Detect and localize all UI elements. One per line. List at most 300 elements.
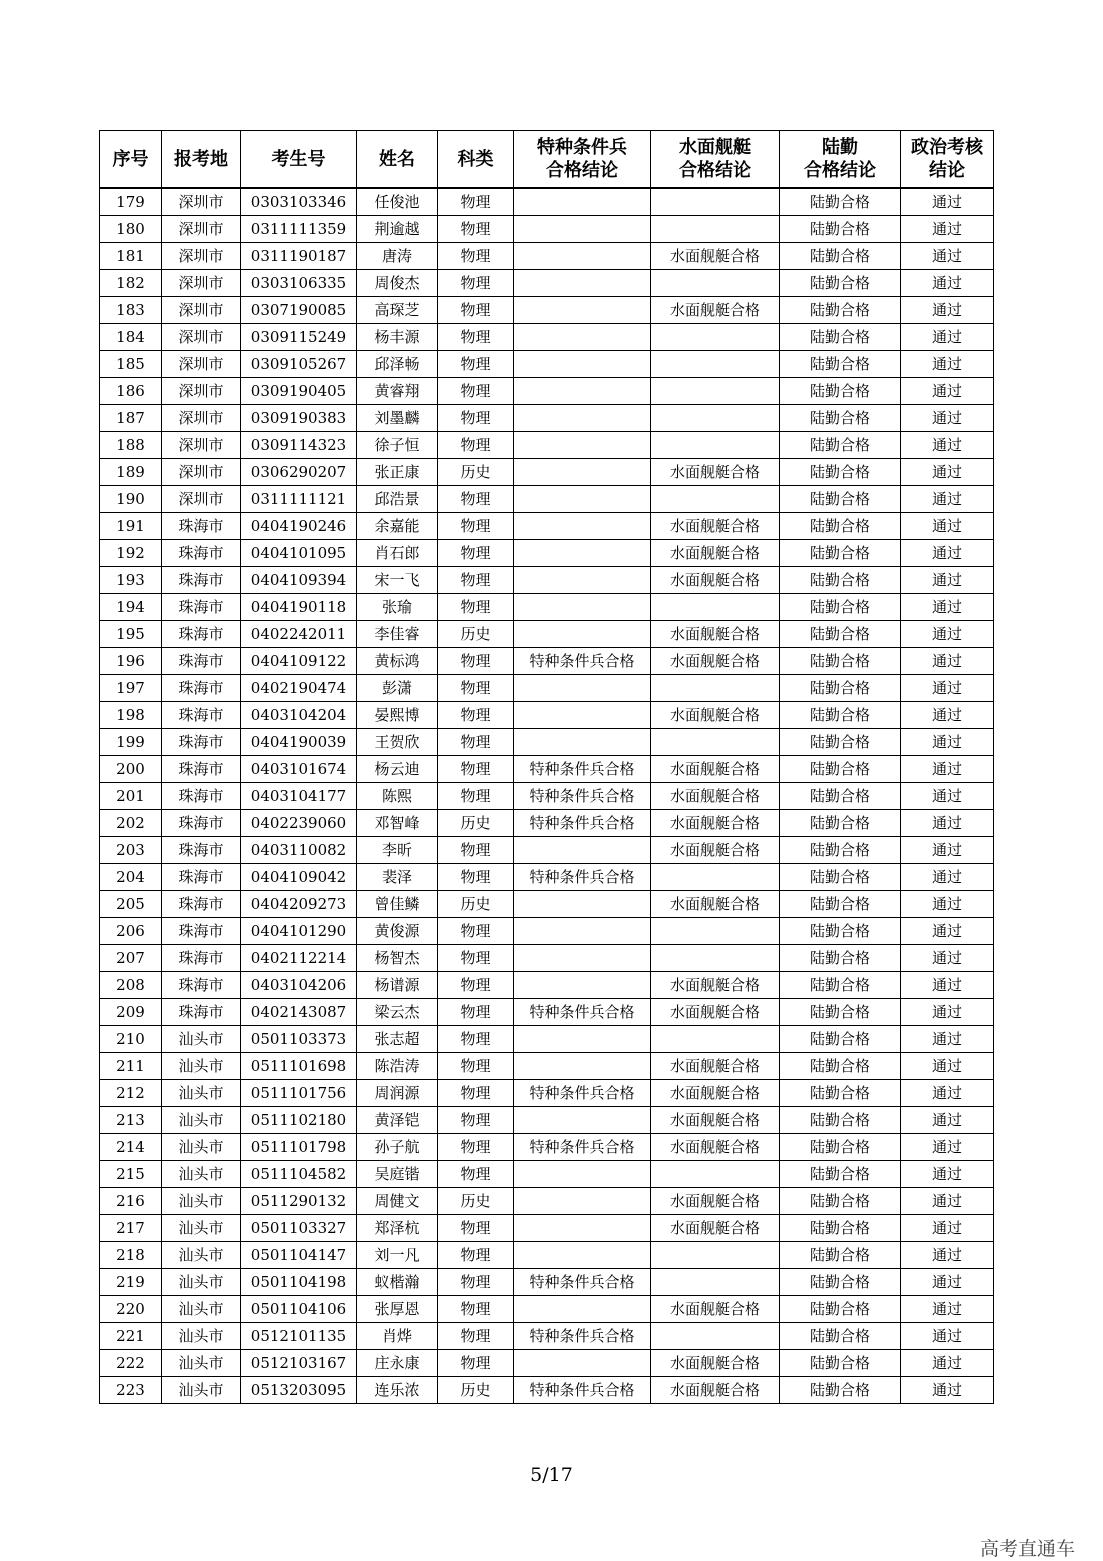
cell-subject: 物理: [438, 999, 514, 1026]
table-row: [100, 432, 994, 459]
cell-seq: 210: [100, 1026, 162, 1053]
cell-ground-duty: 陆勤合格: [780, 999, 901, 1026]
cell-surface-ship: 水面舰艇合格: [651, 1134, 780, 1161]
cell-exam-id: 0402242011: [241, 621, 357, 648]
cell-exam-id: 0311190187: [241, 243, 357, 270]
cell-name: 余嘉能: [357, 513, 438, 540]
column-header-subject: [438, 131, 514, 189]
cell-subject: 物理: [438, 1107, 514, 1134]
cell-seq: 194: [100, 594, 162, 621]
cell-subject: 物理: [438, 1296, 514, 1323]
cell-special-forces: [514, 405, 651, 432]
cell-region: 珠海市: [162, 567, 241, 594]
cell-ground-duty: 陆勤合格: [780, 540, 901, 567]
cell-special-forces: [514, 945, 651, 972]
cell-subject: 物理: [438, 216, 514, 243]
cell-subject: 物理: [438, 1323, 514, 1350]
cell-seq: 197: [100, 675, 162, 702]
cell-subject: 物理: [438, 567, 514, 594]
cell-special-forces: [514, 1296, 651, 1323]
cell-seq: 198: [100, 702, 162, 729]
cell-special-forces: [514, 188, 651, 216]
cell-political-review: 通过: [901, 243, 994, 270]
cell-subject: 物理: [438, 648, 514, 675]
cell-subject: 物理: [438, 675, 514, 702]
cell-subject: 物理: [438, 243, 514, 270]
cell-subject: 历史: [438, 810, 514, 837]
cell-region: 汕头市: [162, 1269, 241, 1296]
cell-region: 深圳市: [162, 297, 241, 324]
cell-region: 深圳市: [162, 324, 241, 351]
column-header-surface-ship: [651, 131, 780, 189]
watermark: 高考直通车: [979, 1538, 1075, 1560]
cell-ground-duty: 陆勤合格: [780, 837, 901, 864]
cell-ground-duty: 陆勤合格: [780, 270, 901, 297]
cell-political-review: 通过: [901, 216, 994, 243]
cell-political-review: 通过: [901, 1350, 994, 1377]
cell-ground-duty: 陆勤合格: [780, 1134, 901, 1161]
cell-name: 邱泽畅: [357, 351, 438, 378]
cell-ground-duty: 陆勤合格: [780, 1269, 901, 1296]
cell-exam-id: 0309190405: [241, 378, 357, 405]
cell-name: 任俊池: [357, 188, 438, 216]
cell-seq: 222: [100, 1350, 162, 1377]
cell-region: 汕头市: [162, 1296, 241, 1323]
cell-region: 汕头市: [162, 1215, 241, 1242]
cell-special-forces: [514, 891, 651, 918]
cell-political-review: 通过: [901, 783, 994, 810]
cell-name: 邓智峰: [357, 810, 438, 837]
cell-seq: 199: [100, 729, 162, 756]
cell-ground-duty: 陆勤合格: [780, 324, 901, 351]
cell-special-forces: [514, 1215, 651, 1242]
cell-exam-id: 0511102180: [241, 1107, 357, 1134]
cell-special-forces: [514, 243, 651, 270]
cell-seq: 180: [100, 216, 162, 243]
cell-special-forces: [514, 216, 651, 243]
cell-region: 珠海市: [162, 756, 241, 783]
cell-political-review: 通过: [901, 1161, 994, 1188]
cell-surface-ship: [651, 486, 780, 513]
cell-political-review: 通过: [901, 621, 994, 648]
cell-political-review: 通过: [901, 1026, 994, 1053]
table-row: [100, 270, 994, 297]
cell-name: 李昕: [357, 837, 438, 864]
cell-special-forces: [514, 513, 651, 540]
cell-name: 黄泽铠: [357, 1107, 438, 1134]
cell-political-review: 通过: [901, 729, 994, 756]
cell-exam-id: 0501104147: [241, 1242, 357, 1269]
cell-region: 珠海市: [162, 648, 241, 675]
table-row: [100, 675, 994, 702]
cell-subject: 物理: [438, 1026, 514, 1053]
cell-exam-id: 0404101095: [241, 540, 357, 567]
cell-surface-ship: 水面舰艇合格: [651, 783, 780, 810]
table-row: [100, 1053, 994, 1080]
cell-special-forces: [514, 621, 651, 648]
cell-seq: 185: [100, 351, 162, 378]
cell-ground-duty: 陆勤合格: [780, 297, 901, 324]
cell-ground-duty: 陆勤合格: [780, 1080, 901, 1107]
cell-subject: 物理: [438, 783, 514, 810]
cell-ground-duty: 陆勤合格: [780, 864, 901, 891]
cell-subject: 物理: [438, 756, 514, 783]
cell-surface-ship: 水面舰艇合格: [651, 1350, 780, 1377]
table-row: [100, 945, 994, 972]
cell-exam-id: 0511101798: [241, 1134, 357, 1161]
cell-seq: 184: [100, 324, 162, 351]
cell-special-forces: [514, 378, 651, 405]
cell-subject: 物理: [438, 270, 514, 297]
cell-political-review: 通过: [901, 1242, 994, 1269]
cell-subject: 物理: [438, 1161, 514, 1188]
cell-seq: 186: [100, 378, 162, 405]
cell-region: 珠海市: [162, 702, 241, 729]
column-header-line: 合格结论: [679, 160, 751, 181]
cell-subject: 物理: [438, 864, 514, 891]
cell-surface-ship: [651, 594, 780, 621]
cell-surface-ship: [651, 945, 780, 972]
cell-seq: 188: [100, 432, 162, 459]
cell-ground-duty: 陆勤合格: [780, 702, 901, 729]
column-header-name: [357, 131, 438, 189]
table-row: [100, 1323, 994, 1350]
cell-subject: 物理: [438, 1134, 514, 1161]
cell-name: 黄睿翔: [357, 378, 438, 405]
column-header-seq: [100, 131, 162, 189]
cell-region: 珠海市: [162, 972, 241, 999]
cell-seq: 179: [100, 188, 162, 216]
cell-ground-duty: 陆勤合格: [780, 432, 901, 459]
cell-surface-ship: 水面舰艇合格: [651, 1107, 780, 1134]
table-row: [100, 243, 994, 270]
cell-political-review: 通过: [901, 1323, 994, 1350]
header-row: [100, 131, 994, 189]
cell-special-forces: [514, 594, 651, 621]
cell-political-review: 通过: [901, 1080, 994, 1107]
cell-name: 吴庭锴: [357, 1161, 438, 1188]
table-row: [100, 513, 994, 540]
table-row: [100, 1134, 994, 1161]
cell-name: 高琛芝: [357, 297, 438, 324]
cell-seq: 223: [100, 1377, 162, 1404]
cell-region: 深圳市: [162, 270, 241, 297]
cell-exam-id: 0402190474: [241, 675, 357, 702]
cell-subject: 物理: [438, 837, 514, 864]
cell-ground-duty: 陆勤合格: [780, 351, 901, 378]
cell-subject: 物理: [438, 729, 514, 756]
cell-name: 陈浩涛: [357, 1053, 438, 1080]
cell-political-review: 通过: [901, 1269, 994, 1296]
cell-seq: 215: [100, 1161, 162, 1188]
cell-region: 深圳市: [162, 351, 241, 378]
table-row: [100, 1188, 994, 1215]
cell-name: 徐子恒: [357, 432, 438, 459]
cell-name: 周润源: [357, 1080, 438, 1107]
column-header-line: 合格结论: [546, 160, 618, 181]
table-row: [100, 1215, 994, 1242]
cell-region: 汕头市: [162, 1080, 241, 1107]
cell-surface-ship: 水面舰艇合格: [651, 972, 780, 999]
cell-name: 彭潇: [357, 675, 438, 702]
cell-special-forces: [514, 675, 651, 702]
cell-name: 宋一飞: [357, 567, 438, 594]
cell-ground-duty: 陆勤合格: [780, 756, 901, 783]
cell-political-review: 通过: [901, 405, 994, 432]
cell-political-review: 通过: [901, 675, 994, 702]
cell-surface-ship: [651, 270, 780, 297]
cell-surface-ship: 水面舰艇合格: [651, 810, 780, 837]
cell-ground-duty: 陆勤合格: [780, 567, 901, 594]
cell-political-review: 通过: [901, 513, 994, 540]
cell-exam-id: 0404109042: [241, 864, 357, 891]
cell-exam-id: 0303106335: [241, 270, 357, 297]
cell-political-review: 通过: [901, 918, 994, 945]
table-row: [100, 1026, 994, 1053]
cell-exam-id: 0404209273: [241, 891, 357, 918]
cell-subject: 物理: [438, 324, 514, 351]
cell-ground-duty: 陆勤合格: [780, 513, 901, 540]
cell-region: 汕头市: [162, 1161, 241, 1188]
cell-exam-id: 0511290132: [241, 1188, 357, 1215]
table-row: [100, 324, 994, 351]
table-row: [100, 783, 994, 810]
cell-special-forces: [514, 837, 651, 864]
cell-surface-ship: [651, 1242, 780, 1269]
cell-special-forces: 特种条件兵合格: [514, 1134, 651, 1161]
cell-subject: 物理: [438, 540, 514, 567]
cell-seq: 204: [100, 864, 162, 891]
cell-political-review: 通过: [901, 999, 994, 1026]
cell-political-review: 通过: [901, 297, 994, 324]
cell-seq: 221: [100, 1323, 162, 1350]
cell-exam-id: 0404190246: [241, 513, 357, 540]
table-row: [100, 999, 994, 1026]
cell-surface-ship: 水面舰艇合格: [651, 459, 780, 486]
cell-ground-duty: 陆勤合格: [780, 783, 901, 810]
cell-special-forces: [514, 270, 651, 297]
table-row: [100, 1269, 994, 1296]
cell-seq: 200: [100, 756, 162, 783]
cell-ground-duty: 陆勤合格: [780, 1161, 901, 1188]
cell-exam-id: 0511101698: [241, 1053, 357, 1080]
cell-region: 深圳市: [162, 459, 241, 486]
cell-political-review: 通过: [901, 567, 994, 594]
cell-exam-id: 0307190085: [241, 297, 357, 324]
column-header-line: 特种条件兵: [537, 137, 627, 158]
cell-name: 肖烨: [357, 1323, 438, 1350]
cell-seq: 203: [100, 837, 162, 864]
cell-ground-duty: 陆勤合格: [780, 378, 901, 405]
cell-name: 杨谱源: [357, 972, 438, 999]
cell-ground-duty: 陆勤合格: [780, 486, 901, 513]
cell-political-review: 通过: [901, 864, 994, 891]
cell-surface-ship: 水面舰艇合格: [651, 999, 780, 1026]
cell-subject: 物理: [438, 378, 514, 405]
cell-political-review: 通过: [901, 1377, 994, 1404]
cell-subject: 物理: [438, 405, 514, 432]
cell-ground-duty: 陆勤合格: [780, 972, 901, 999]
cell-special-forces: 特种条件兵合格: [514, 810, 651, 837]
cell-special-forces: 特种条件兵合格: [514, 1269, 651, 1296]
cell-seq: 193: [100, 567, 162, 594]
cell-political-review: 通过: [901, 1215, 994, 1242]
cell-exam-id: 0404190118: [241, 594, 357, 621]
cell-exam-id: 0403104177: [241, 783, 357, 810]
cell-exam-id: 0501104106: [241, 1296, 357, 1323]
cell-seq: 219: [100, 1269, 162, 1296]
cell-political-review: 通过: [901, 810, 994, 837]
cell-exam-id: 0512103167: [241, 1350, 357, 1377]
cell-name: 刘墨麟: [357, 405, 438, 432]
table-row: [100, 567, 994, 594]
cell-exam-id: 0513203095: [241, 1377, 357, 1404]
cell-name: 蚁楷瀚: [357, 1269, 438, 1296]
cell-seq: 218: [100, 1242, 162, 1269]
table-row: [100, 810, 994, 837]
cell-region: 珠海市: [162, 999, 241, 1026]
cell-seq: 182: [100, 270, 162, 297]
cell-name: 肖石郎: [357, 540, 438, 567]
cell-exam-id: 0511104582: [241, 1161, 357, 1188]
cell-surface-ship: 水面舰艇合格: [651, 513, 780, 540]
cell-region: 汕头市: [162, 1188, 241, 1215]
column-header-line: 序号: [112, 148, 149, 170]
cell-exam-id: 0403104206: [241, 972, 357, 999]
cell-exam-id: 0501103327: [241, 1215, 357, 1242]
cell-exam-id: 0511101756: [241, 1080, 357, 1107]
cell-special-forces: 特种条件兵合格: [514, 1323, 651, 1350]
cell-region: 汕头市: [162, 1350, 241, 1377]
cell-ground-duty: 陆勤合格: [780, 1377, 901, 1404]
table-row: [100, 729, 994, 756]
cell-region: 珠海市: [162, 783, 241, 810]
cell-exam-id: 0404190039: [241, 729, 357, 756]
cell-exam-id: 0402112214: [241, 945, 357, 972]
cell-special-forces: [514, 324, 651, 351]
cell-subject: 物理: [438, 972, 514, 999]
cell-region: 深圳市: [162, 432, 241, 459]
cell-ground-duty: 陆勤合格: [780, 810, 901, 837]
cell-special-forces: [514, 702, 651, 729]
cell-region: 汕头市: [162, 1026, 241, 1053]
cell-exam-id: 0306290207: [241, 459, 357, 486]
column-header-political-review: [901, 131, 994, 189]
column-header-exam-id: [241, 131, 357, 189]
cell-political-review: 通过: [901, 378, 994, 405]
cell-name: 唐涛: [357, 243, 438, 270]
cell-region: 深圳市: [162, 243, 241, 270]
cell-subject: 物理: [438, 188, 514, 216]
cell-subject: 历史: [438, 621, 514, 648]
cell-region: 珠海市: [162, 918, 241, 945]
table-row: [100, 1350, 994, 1377]
cell-seq: 208: [100, 972, 162, 999]
cell-region: 珠海市: [162, 729, 241, 756]
cell-political-review: 通过: [901, 891, 994, 918]
cell-subject: 物理: [438, 513, 514, 540]
cell-name: 荆逾越: [357, 216, 438, 243]
cell-subject: 物理: [438, 1053, 514, 1080]
cell-subject: 物理: [438, 1242, 514, 1269]
cell-region: 汕头市: [162, 1107, 241, 1134]
page-number: 5/17: [530, 1464, 573, 1486]
cell-exam-id: 0512101135: [241, 1323, 357, 1350]
cell-ground-duty: 陆勤合格: [780, 891, 901, 918]
cell-ground-duty: 陆勤合格: [780, 1215, 901, 1242]
cell-exam-id: 0402143087: [241, 999, 357, 1026]
cell-seq: 205: [100, 891, 162, 918]
cell-region: 深圳市: [162, 378, 241, 405]
cell-exam-id: 0311111121: [241, 486, 357, 513]
cell-region: 汕头市: [162, 1377, 241, 1404]
cell-subject: 物理: [438, 351, 514, 378]
cell-subject: 物理: [438, 918, 514, 945]
cell-name: 连乐浓: [357, 1377, 438, 1404]
cell-special-forces: 特种条件兵合格: [514, 1377, 651, 1404]
cell-special-forces: [514, 351, 651, 378]
cell-political-review: 通过: [901, 351, 994, 378]
cell-special-forces: [514, 918, 651, 945]
cell-political-review: 通过: [901, 324, 994, 351]
cell-political-review: 通过: [901, 702, 994, 729]
column-header-line: 水面舰艇: [679, 137, 751, 158]
cell-subject: 历史: [438, 891, 514, 918]
cell-ground-duty: 陆勤合格: [780, 675, 901, 702]
cell-name: 梁云杰: [357, 999, 438, 1026]
cell-seq: 187: [100, 405, 162, 432]
cell-surface-ship: [651, 324, 780, 351]
cell-surface-ship: 水面舰艇合格: [651, 567, 780, 594]
table-row: [100, 459, 994, 486]
cell-surface-ship: 水面舰艇合格: [651, 648, 780, 675]
table-row: [100, 648, 994, 675]
cell-special-forces: 特种条件兵合格: [514, 648, 651, 675]
cell-ground-duty: 陆勤合格: [780, 405, 901, 432]
cell-name: 杨云迪: [357, 756, 438, 783]
cell-name: 李佳睿: [357, 621, 438, 648]
cell-surface-ship: [651, 918, 780, 945]
cell-seq: 207: [100, 945, 162, 972]
column-header-line: 考生号: [271, 148, 326, 170]
cell-exam-id: 0309114323: [241, 432, 357, 459]
cell-subject: 历史: [438, 1377, 514, 1404]
table-row: [100, 405, 994, 432]
cell-political-review: 通过: [901, 1053, 994, 1080]
cell-special-forces: [514, 540, 651, 567]
cell-political-review: 通过: [901, 188, 994, 216]
cell-exam-id: 0309115249: [241, 324, 357, 351]
cell-exam-id: 0303103346: [241, 188, 357, 216]
cell-seq: 220: [100, 1296, 162, 1323]
cell-seq: 191: [100, 513, 162, 540]
column-header-region: [162, 131, 241, 189]
cell-subject: 历史: [438, 1188, 514, 1215]
cell-seq: 195: [100, 621, 162, 648]
column-header-special-forces: [514, 131, 651, 189]
cell-surface-ship: [651, 405, 780, 432]
cell-region: 汕头市: [162, 1053, 241, 1080]
table-row: [100, 1161, 994, 1188]
table-row: [100, 972, 994, 999]
cell-seq: 192: [100, 540, 162, 567]
table-row: [100, 756, 994, 783]
table-row: [100, 188, 994, 216]
cell-subject: 物理: [438, 1269, 514, 1296]
cell-surface-ship: 水面舰艇合格: [651, 540, 780, 567]
cell-ground-duty: 陆勤合格: [780, 459, 901, 486]
table-row: [100, 891, 994, 918]
